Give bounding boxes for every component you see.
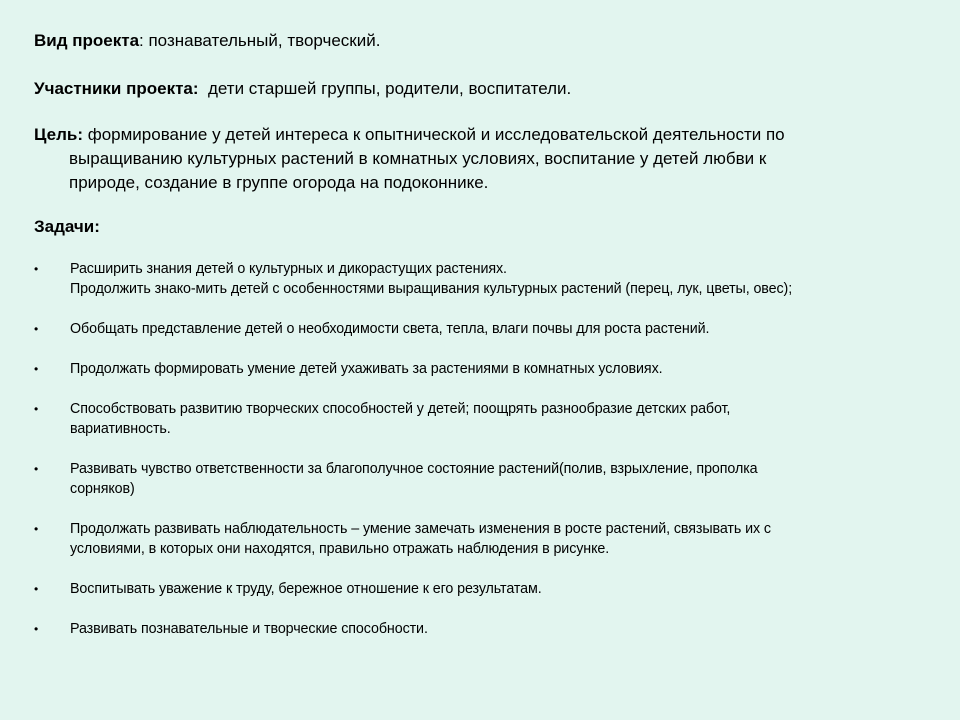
task-8-line1: Развивать познавательные и творческие способности. xyxy=(70,621,428,637)
bullet-icon: • xyxy=(34,262,39,276)
task-item-7 xyxy=(34,579,920,599)
tasks-heading: Задачи: xyxy=(34,217,100,236)
bullet-icon: • xyxy=(34,582,39,596)
task-7-line1: Воспитывать уважение к труду, бережное отношение к его результатам. xyxy=(70,581,542,597)
task-3-line1: Продолжать формировать умение детей ухаживать за растениями в комнатных условиях. xyxy=(70,361,663,377)
bullet-icon: • xyxy=(34,522,39,536)
task-item-8 xyxy=(34,619,920,639)
task-1-line2: Продолжить знако-мить детей с особенностями выращивания культурных растений (перец, лук, цветы, овес); xyxy=(70,281,793,297)
bullet-icon: • xyxy=(34,622,39,636)
task-5-line2: сорняков) xyxy=(70,481,135,497)
task-1-line1: Расширить знания детей о культурных и дикорастущих растениях. xyxy=(70,261,507,277)
participants-text: дети старшей группы, родители, воспитатели. xyxy=(198,79,572,98)
task-item-4 xyxy=(34,399,920,439)
goal-text-line1: формирование у детей интереса к опытнической и исследовательской деятельности по xyxy=(83,125,785,144)
goal-label: Цель: xyxy=(34,125,83,144)
task-item-3 xyxy=(34,359,920,379)
task-4-line1: Способствовать развитию творческих способностей у детей; поощрять разнообразие детских работ, xyxy=(70,401,731,417)
participants-label: Участники проекта: xyxy=(34,79,199,98)
task-5-line1: Развивать чувство ответственности за благополучное состояние растений(полив, взрыхление, прополка xyxy=(70,461,758,477)
project-participants xyxy=(34,77,920,101)
goal-text-line2: выращиванию культурных растений в комнатных условиях, воспитание у детей любви к xyxy=(69,149,767,168)
goal-text-line3: природе, создание в группе огорода на подоконнике. xyxy=(69,173,489,192)
project-goal xyxy=(34,123,920,195)
project-type-text: : познавательный, творческий. xyxy=(139,31,381,50)
tasks-list xyxy=(34,259,920,639)
bullet-icon: • xyxy=(34,322,39,336)
task-item-5 xyxy=(34,459,920,499)
task-item-1 xyxy=(34,259,920,299)
project-type xyxy=(34,29,920,53)
task-item-2 xyxy=(34,319,920,339)
bullet-icon: • xyxy=(34,402,39,416)
task-2-line1: Обобщать представление детей о необходимости света, тепла, влаги почвы для роста растений. xyxy=(70,321,710,337)
project-type-label: Вид проекта xyxy=(34,31,140,50)
task-6-line1: Продолжать развивать наблюдательность – умение замечать изменения в росте растений, связывать их с xyxy=(70,521,771,537)
bullet-icon: • xyxy=(34,462,39,476)
bullet-icon: • xyxy=(34,362,39,376)
task-4-line2: вариативность. xyxy=(70,421,171,437)
task-item-6 xyxy=(34,519,920,559)
task-6-line2: условиями, в которых они находятся, правильно отражать наблюдения в рисунке. xyxy=(70,541,610,557)
